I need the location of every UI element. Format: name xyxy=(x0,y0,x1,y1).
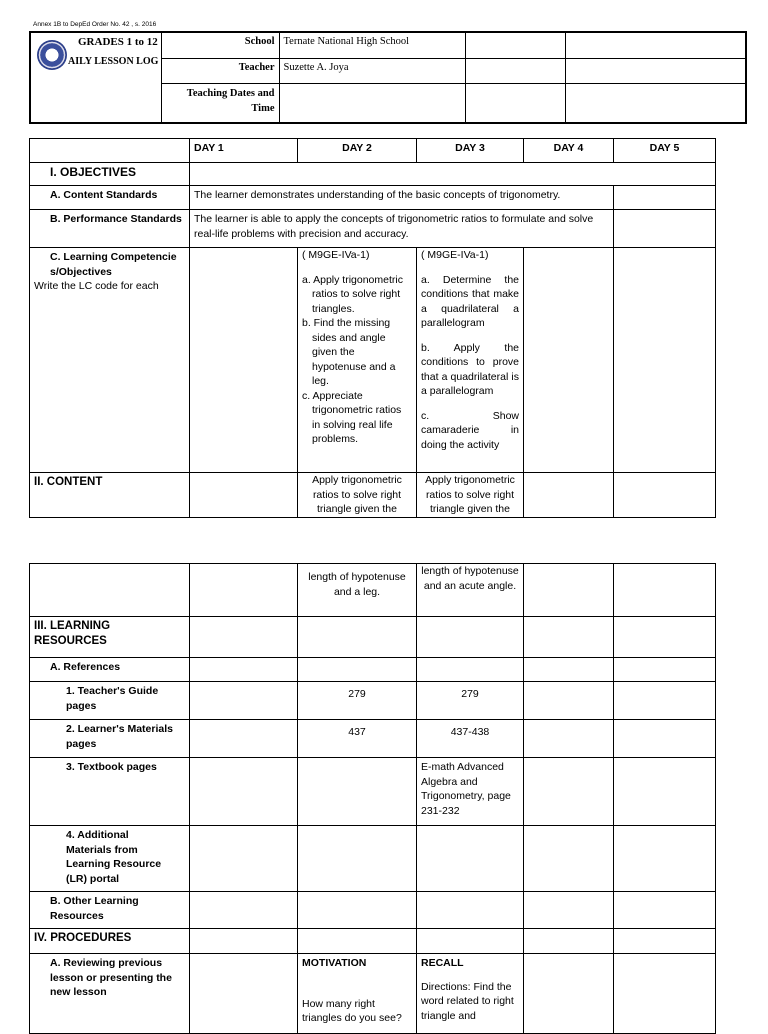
day3-objective-c: c. Show camaraderie in doing the activity xyxy=(421,409,519,451)
performance-standards-label: B. Performance Standards xyxy=(30,210,190,248)
header-table xyxy=(29,31,747,124)
reviewing-day4 xyxy=(524,954,614,1034)
competencies-day1 xyxy=(190,248,298,473)
resources-day1 xyxy=(190,617,298,658)
other-resources-day3 xyxy=(417,892,524,929)
procedures-day5 xyxy=(614,929,716,954)
day3-header: DAY 3 xyxy=(417,139,524,163)
school-value: Ternate National High School xyxy=(279,32,465,58)
objectives-title: I. OBJECTIVES xyxy=(30,163,190,186)
textbook-label: 3. Textbook pages xyxy=(30,758,190,826)
other-resources-day1 xyxy=(190,892,298,929)
procedures-day2 xyxy=(298,929,417,954)
other-resources-day5 xyxy=(614,892,716,929)
content-title: II. CONTENT xyxy=(30,473,190,518)
learners-materials-label: 2. Learner's Materials pages xyxy=(30,720,190,758)
content-continued-label xyxy=(30,564,190,617)
lesson-table-page1 xyxy=(29,138,716,518)
day5-header: DAY 5 xyxy=(614,139,716,163)
teachers-guide-day2: 279 xyxy=(298,682,417,720)
day2-lc-code: ( M9GE-IVa-1) xyxy=(302,249,370,261)
other-resources-day2 xyxy=(298,892,417,929)
learners-materials-day2: 437 xyxy=(298,720,417,758)
recall-heading: RECALL xyxy=(421,957,464,969)
header-blank-6 xyxy=(565,83,746,123)
performance-standards-value: The learner is able to apply the concepts of trigonometric ratios to formulate and solve real-life problems with precision and accuracy. xyxy=(190,210,614,248)
procedures-day4 xyxy=(524,929,614,954)
additional-materials-day3 xyxy=(417,826,524,892)
annex-note: Annex 1B to DepEd Order No. 42 , s. 2016 xyxy=(33,21,157,28)
header-blank-1 xyxy=(465,32,565,58)
textbook-day3: E-math Advanced Algebra and Trigonometry, page 231-232 xyxy=(417,758,524,826)
other-resources-day4 xyxy=(524,892,614,929)
motivation-heading: MOTIVATION xyxy=(302,957,367,969)
label-column-header xyxy=(30,139,190,163)
resources-day2 xyxy=(298,617,417,658)
objectives-blank xyxy=(190,163,716,186)
additional-materials-day4 xyxy=(524,826,614,892)
textbook-day2 xyxy=(298,758,417,826)
grades-title: GRADES 1 to 12 xyxy=(78,36,158,48)
learners-materials-day5 xyxy=(614,720,716,758)
day3-objective-b: b. Apply the conditions to prove that a quadrilateral is a parallelogram xyxy=(421,341,519,397)
references-day1 xyxy=(190,658,298,682)
additional-materials-day5 xyxy=(614,826,716,892)
teachers-guide-day4 xyxy=(524,682,614,720)
recall-text: Directions: Find the word related to right triangle and xyxy=(421,980,514,1022)
competencies-day2 xyxy=(298,248,417,473)
competencies-day5 xyxy=(614,248,716,473)
teachers-guide-day5 xyxy=(614,682,716,720)
content-standards-label: A. Content Standards xyxy=(30,186,190,210)
day3-objective-a: a. Determine the conditions that make a quadrilateral a parallelogram xyxy=(421,273,519,329)
lesson-log-title: AILY LESSON LOG xyxy=(68,56,159,67)
resources-title: III. LEARNING RESOURCES xyxy=(30,617,190,658)
deped-seal-icon xyxy=(37,40,67,70)
content-standards-day5 xyxy=(614,186,716,210)
lc-code-note: Write the LC code for each xyxy=(34,280,159,292)
procedures-title: IV. PROCEDURES xyxy=(30,929,190,954)
content-continued-day4 xyxy=(524,564,614,617)
day3-lc-code: ( M9GE-IVa-1) xyxy=(421,249,489,261)
reviewing-day2 xyxy=(298,954,417,1034)
day2-header: DAY 2 xyxy=(298,139,417,163)
references-day2 xyxy=(298,658,417,682)
day4-header: DAY 4 xyxy=(524,139,614,163)
competencies-day3 xyxy=(417,248,524,473)
content-continued-day5 xyxy=(614,564,716,617)
additional-materials-label: 4. Additional Materials from Learning Resource (LR) portal xyxy=(30,826,190,892)
lesson-table-page2 xyxy=(29,563,716,1034)
other-resources-label: B. Other Learning Resources xyxy=(30,892,190,929)
references-label: A. References xyxy=(30,658,190,682)
resources-day4 xyxy=(524,617,614,658)
teachers-guide-day3: 279 xyxy=(417,682,524,720)
day2-objective-c: c. Appreciate trigonometric ratios in solving real life problems. xyxy=(302,389,402,445)
learners-materials-day3: 437-438 xyxy=(417,720,524,758)
day1-header: DAY 1 xyxy=(190,139,298,163)
dates-label: Teaching Dates and Time xyxy=(161,83,279,123)
day2-objective-a: a. Apply trigonometric ratios to solve right triangles. xyxy=(302,273,403,315)
reviewing-label: A. Reviewing previous lesson or presenting the new lesson xyxy=(30,954,190,1034)
resources-day3 xyxy=(417,617,524,658)
procedures-day1 xyxy=(190,929,298,954)
reviewing-day1 xyxy=(190,954,298,1034)
additional-materials-day2 xyxy=(298,826,417,892)
resources-day5 xyxy=(614,617,716,658)
references-day4 xyxy=(524,658,614,682)
learners-materials-day1 xyxy=(190,720,298,758)
learners-materials-day4 xyxy=(524,720,614,758)
content-continued-day1 xyxy=(190,564,298,617)
competencies-label-cell xyxy=(30,248,190,473)
textbook-day4 xyxy=(524,758,614,826)
content-day2: Apply trigonometric ratios to solve right triangle given the xyxy=(298,473,417,518)
header-blank-2 xyxy=(565,32,746,58)
reviewing-day3 xyxy=(417,954,524,1034)
logo-cell xyxy=(30,32,161,123)
references-day5 xyxy=(614,658,716,682)
competencies-day4 xyxy=(524,248,614,473)
day2-objective-b: b. Find the missing sides and angle given the hypotenuse and a leg. xyxy=(302,317,396,387)
content-day3: Apply trigonometric ratios to solve right triangle given the xyxy=(417,473,524,518)
performance-standards-day5 xyxy=(614,210,716,248)
additional-materials-day1 xyxy=(190,826,298,892)
header-blank-4 xyxy=(565,58,746,83)
content-day4 xyxy=(524,473,614,518)
content-day1 xyxy=(190,473,298,518)
competencies-label: C. Learning Competencies/Objectives xyxy=(50,251,177,278)
textbook-day1 xyxy=(190,758,298,826)
content-day5 xyxy=(614,473,716,518)
reviewing-day5 xyxy=(614,954,716,1034)
dates-value xyxy=(279,83,465,123)
content-continued-day3: length of hypotenuse and an acute angle. xyxy=(417,564,524,617)
header-blank-3 xyxy=(465,58,565,83)
content-continued-day2: length of hypotenuse and a leg. xyxy=(298,564,417,617)
school-label: School xyxy=(161,32,279,58)
motivation-text: How many right triangles do you see? xyxy=(302,997,402,1024)
teacher-value: Suzette A. Joya xyxy=(279,58,465,83)
textbook-day5 xyxy=(614,758,716,826)
content-standards-value: The learner demonstrates understanding of the basic concepts of trigonometry. xyxy=(190,186,614,210)
header-blank-5 xyxy=(465,83,565,123)
references-day3 xyxy=(417,658,524,682)
procedures-day3 xyxy=(417,929,524,954)
teachers-guide-label: 1. Teacher's Guide pages xyxy=(30,682,190,720)
teachers-guide-day1 xyxy=(190,682,298,720)
teacher-label: Teacher xyxy=(161,58,279,83)
